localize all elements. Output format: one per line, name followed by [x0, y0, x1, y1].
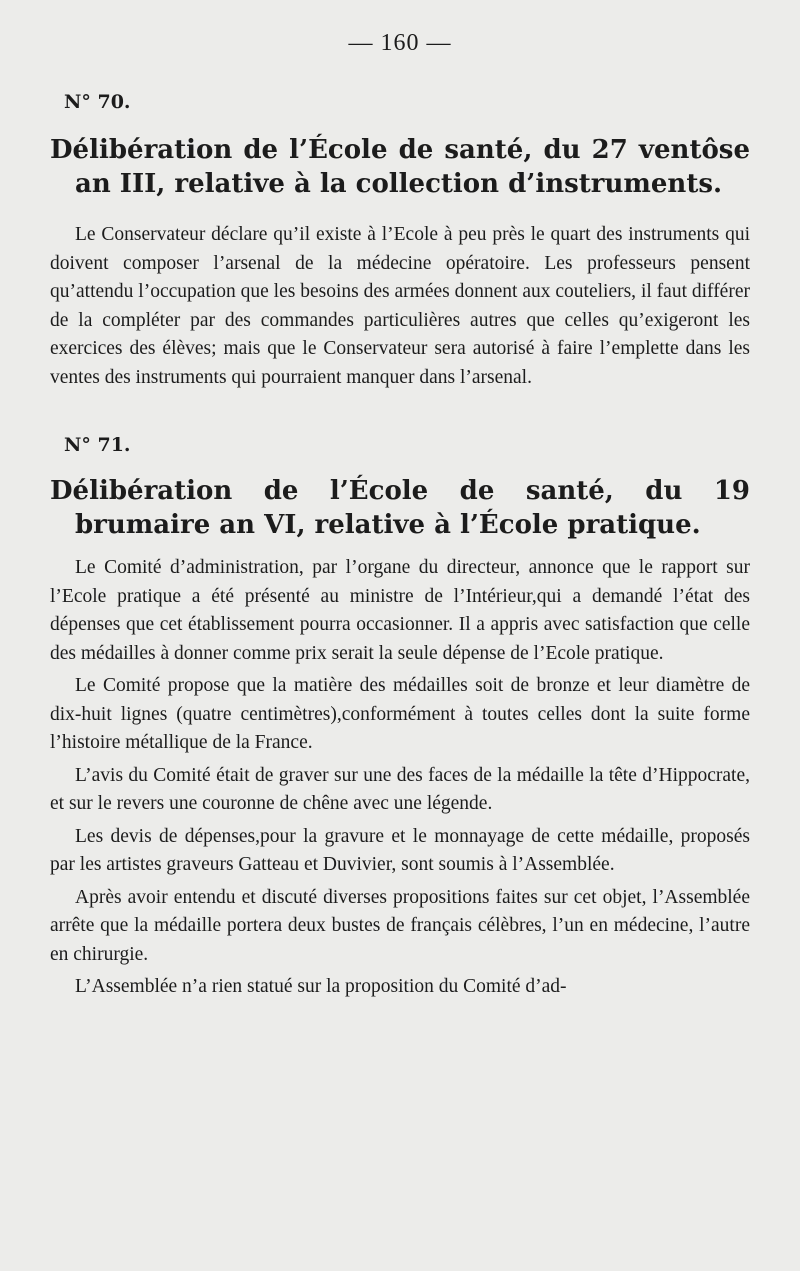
page-number: — 160 — [348, 30, 452, 56]
paragraph: Le Comité propose que la matière des médailles soit de bronze et leur diamètre de dix-huit lignes (quatre centimètres),conformément à toutes celles dont la suite forme l’histoire métallique de la France. [50, 675, 750, 753]
entry-number: N° 71. [64, 434, 131, 456]
entry-title: Délibération de l’École de santé, du 19 brumaire an VI, relative à l’École pratique. [50, 476, 750, 540]
paragraph: L’Assemblée n’a rien statué sur la proposition du Comité d’ad- [75, 976, 567, 997]
paragraph: Les devis de dépenses,pour la gravure et le monnayage de cette médaille, proposés par les artistes graveurs Gatteau et Duvivier, sont soumis à l’Assemblée. [50, 825, 750, 875]
entry-title: Délibération de l’École de santé, du 27 ventôse an III, relative à la collection d’instruments. [50, 135, 750, 199]
paragraph: Le Comité d’administration, par l’organe du directeur, annonce que le rapport sur l’Ecole pratique a été présenté au ministre de l’Intérieur,qui a demandé l’état des dépenses que cet établissement pourra occasionner. Il a appris avec satisfaction que celle des médailles à donner comme prix serait la seule dépense de l’Ecole pratique. [50, 557, 750, 664]
entry-70 [50, 91, 750, 392]
entry-number: N° 70. [64, 91, 131, 113]
entry-71 [50, 434, 750, 1002]
paragraph: Après avoir entendu et discuté diverses propositions faites sur cet objet, l’Assemblée arrête que la médaille portera deux bustes de français célèbres, l’un en médecine, l’autre en chirurgie. [50, 886, 750, 965]
paragraph: Le Conservateur déclare qu’il existe à l’Ecole à peu près le quart des instruments qui doivent composer l’arsenal de la médecine opératoire. Les professeurs pensent qu’attendu l’occupation que les besoins des armées donnent aux couteliers, il faut différer de la compléter par des commandes particulières autres que celles qu’exigeront les exercices des élèves; mais que le Conservateur sera autorisé à faire l’emplette dans les ventes des instruments qui pourraient manquer dans l’arsenal. [50, 224, 750, 388]
paragraph: L’avis du Comité était de graver sur une des faces de la médaille la tête d’Hippocrate, et sur le revers une couronne de chêne avec une légende. [50, 764, 750, 814]
